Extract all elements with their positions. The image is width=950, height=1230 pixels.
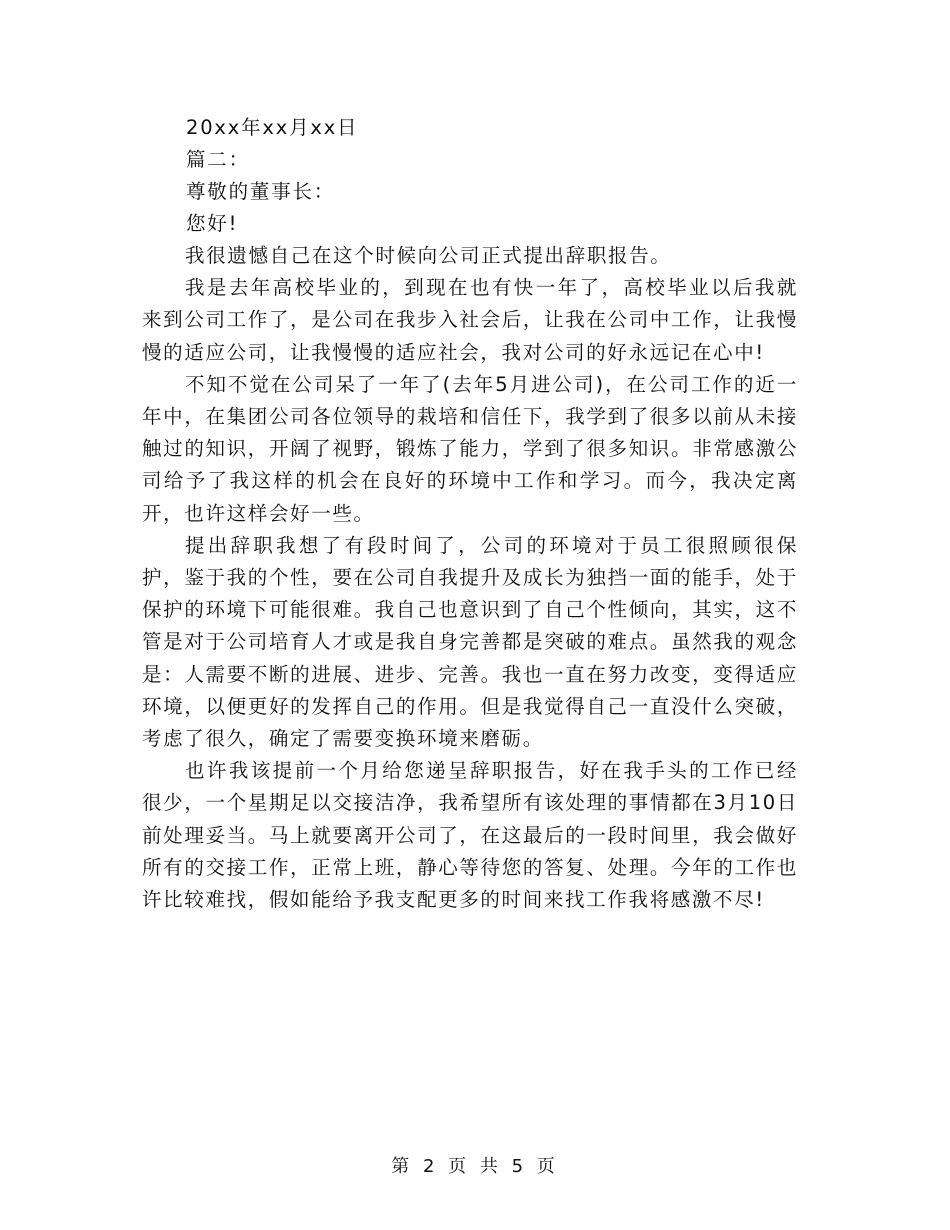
salutation: 尊敬的董事长：: [186, 180, 336, 203]
greeting: 您好!: [186, 212, 239, 235]
page-number-footer: 第 2 页 共 5 页: [391, 1156, 559, 1177]
paragraph-4: 提出辞职我想了有段时间了，公司的环境对于员工很照顾很保护，鉴于我的个性，要在公司自我提升及成长为独挡一面的能手，处于保护的环境下可能很难。我自己也意识到了自己个性倾向，其实，这不管是对于公司培育人才或是我自身完善都是突破的难点。虽然我的观念是：人需要不断的进展、进步、完善。我也一直在努力改变，变得适应环境，以便更好的发挥自己的作用。但是我觉得自己一直没什么突破，考虑了很久，确定了需要变换环境来磨砺。: [142, 533, 798, 751]
date-line: 20xx年xx月xx日: [186, 116, 359, 139]
paragraph-2: 我是去年高校毕业的，到现在也有快一年了，高校毕业以后我就来到公司工作了，是公司在我步入社会后，让我在公司中工作，让我慢慢的适应公司，让我慢慢的适应社会，我对公司的好永远记在心中!: [142, 276, 798, 364]
paragraph-5: 也许我该提前一个月给您递呈辞职报告，好在我手头的工作已经很少，一个星期足以交接洁净，我希望所有该处理的事情都在3月10日前处理妥当。马上就要离开公司了，在这最后的一段时间里，我会做好所有的交接工作，正常上班，静心等待您的答复、处理。今年的工作也许比较难找，假如能给予我支配更多的时间来找工作我将感激不尽!: [142, 759, 798, 912]
paragraph-1: 我很遗憾自己在这个时候向公司正式提出辞职报告。: [185, 244, 672, 267]
paragraph-3: 不知不觉在公司呆了一年了(去年5月进公司)，在公司工作的近一年中，在集团公司各位领导的栽培和信任下，我学到了很多以前从未接触过的知识，开阔了视野，锻炼了能力，学到了很多知识。非常感激公司给予了我这样的机会在良好的环境中工作和学习。而今，我决定离开，也许这样会好一些。: [142, 372, 798, 525]
document-body: [142, 112, 798, 916]
section-label: 篇二：: [186, 148, 250, 171]
